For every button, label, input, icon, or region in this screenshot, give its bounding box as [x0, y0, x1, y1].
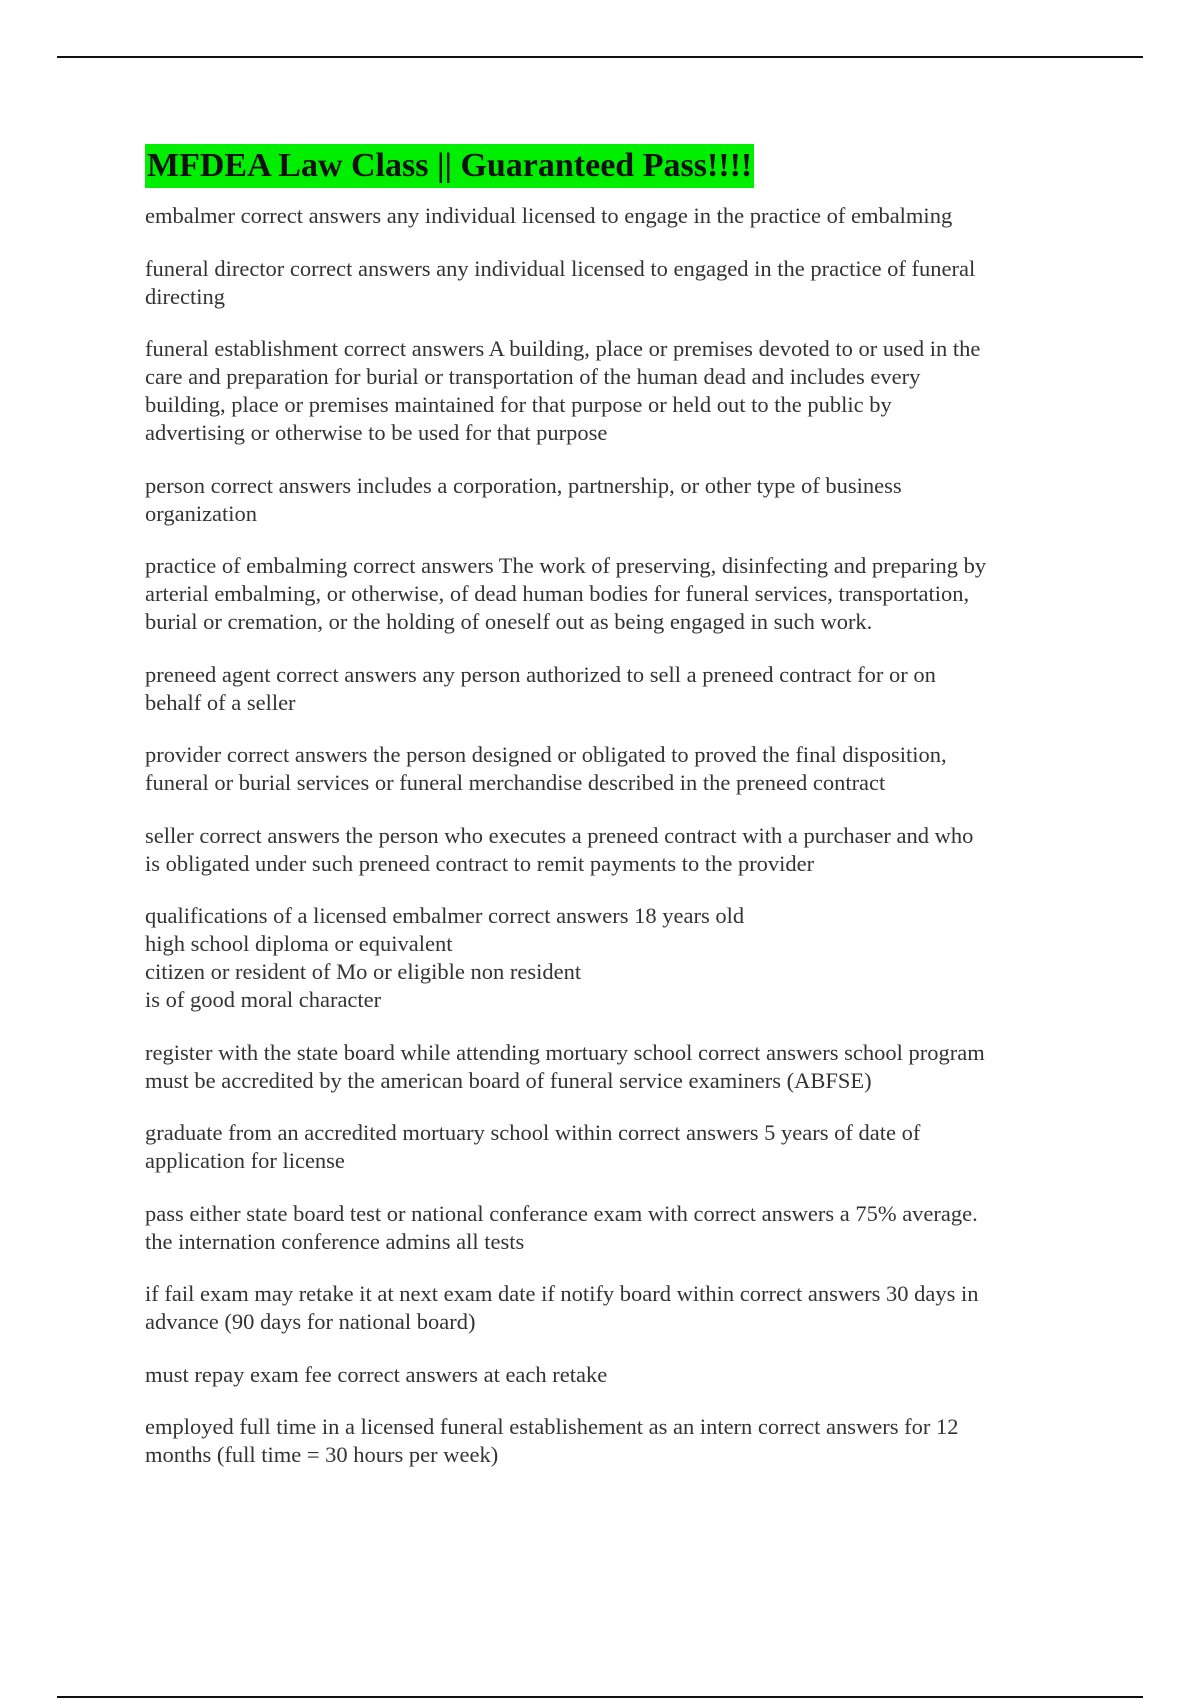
- entry-line: graduate from an accredited mortuary school within correct answers 5 years of date of: [145, 1120, 921, 1145]
- qa-entry: [145, 552, 1075, 636]
- qa-entry: [145, 1200, 1075, 1256]
- qa-entry: [145, 1280, 1075, 1336]
- document-body: [145, 144, 1075, 1494]
- entry-line: must repay exam fee correct answers at each retake: [145, 1361, 608, 1387]
- entry-line: must be accredited by the american board of funeral service examiners (ABFSE): [145, 1067, 872, 1093]
- qa-entry: [145, 902, 1075, 1014]
- qa-entry: [145, 1039, 1075, 1095]
- qa-entry: [145, 822, 1075, 878]
- entry-line: building, place or premises maintained for that purpose or held out to the public by: [145, 392, 892, 417]
- qa-entry: [145, 1361, 1075, 1389]
- entry-line: directing: [145, 283, 225, 309]
- document-title: MFDEA Law Class || Guaranteed Pass!!!!: [145, 144, 754, 188]
- entry-line: application for license: [145, 1148, 345, 1173]
- entry-line: seller correct answers the person who executes a preneed contract with a purchaser and who: [145, 822, 974, 848]
- qa-entry: [145, 661, 1075, 717]
- qa-entry: [145, 741, 1075, 797]
- entry-line: provider correct answers the person designed or obligated to proved the final disposition,: [145, 742, 947, 767]
- entry-line: person correct answers includes a corporation, partnership, or other type of business: [145, 472, 902, 498]
- entry-line: months (full time = 30 hours per week): [145, 1442, 499, 1467]
- top-rule: [57, 56, 1143, 58]
- entry-line: employed full time in a licensed funeral establishement as an intern correct answers for 12: [145, 1414, 959, 1439]
- entry-line: preneed agent correct answers any person authorized to sell a preneed contract for or on: [145, 661, 936, 687]
- entry-list: [145, 202, 1075, 1469]
- entry-line: care and preparation for burial or transportation of the human dead and includes every: [145, 364, 921, 389]
- entry-line: practice of embalming correct answers The work of preserving, disinfecting and preparing by: [145, 553, 987, 578]
- qa-entry: [145, 1119, 1075, 1175]
- qa-entry: [145, 472, 1075, 528]
- entry-line: advertising or otherwise to be used for that purpose: [145, 420, 608, 445]
- entry-line: embalmer correct answers any individual licensed to engage in the practice of embalming: [145, 203, 953, 228]
- qa-entry: [145, 202, 1075, 230]
- entry-line: is of good moral character: [145, 987, 382, 1012]
- qa-entry: [145, 1413, 1075, 1469]
- entry-line: funeral establishment correct answers A building, place or premises devoted to or used in the: [145, 336, 981, 361]
- entry-line: pass either state board test or national conferance exam with correct answers a 75% average.: [145, 1200, 978, 1226]
- entry-line: is obligated under such preneed contract to remit payments to the provider: [145, 850, 815, 876]
- qa-entry: [145, 335, 1075, 447]
- entry-line: qualifications of a licensed embalmer correct answers 18 years old: [145, 903, 745, 928]
- entry-line: advance (90 days for national board): [145, 1309, 476, 1334]
- entry-line: organization: [145, 500, 258, 526]
- entry-line: high school diploma or equivalent: [145, 931, 453, 956]
- entry-line: burial or cremation, or the holding of oneself out as being engaged in such work.: [145, 609, 873, 634]
- entry-line: funeral director correct answers any individual licensed to engaged in the practice of funeral: [145, 255, 976, 281]
- entry-line: funeral or burial services or funeral merchandise described in the preneed contract: [145, 770, 886, 795]
- entry-line: arterial embalming, or otherwise, of dead human bodies for funeral services, transportation,: [145, 581, 970, 606]
- entry-line: the internation conference admins all tests: [145, 1228, 525, 1254]
- qa-entry: [145, 255, 1075, 311]
- bottom-rule: [57, 1696, 1143, 1698]
- entry-line: register with the state board while attending mortuary school correct answers school program: [145, 1039, 985, 1065]
- entry-line: if fail exam may retake it at next exam date if notify board within correct answers 30 days in: [145, 1281, 979, 1306]
- entry-line: citizen or resident of Mo or eligible non resident: [145, 959, 582, 984]
- entry-line: behalf of a seller: [145, 689, 296, 715]
